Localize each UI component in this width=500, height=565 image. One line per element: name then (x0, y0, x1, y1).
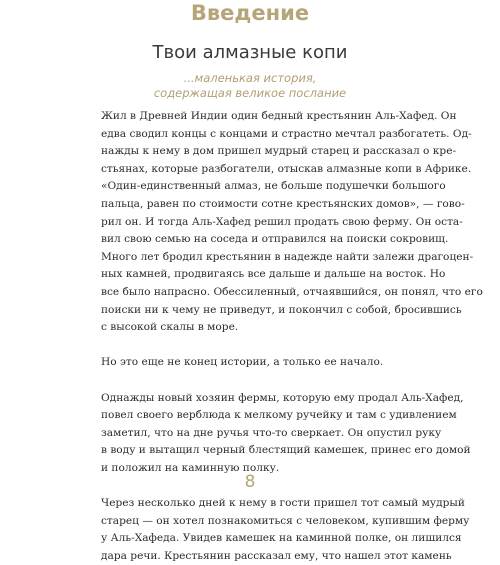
text-line: вил свою семью на соседа и отправился на поиски сокровищ. (101, 233, 449, 246)
text-line: Через несколько дней к нему в гости пришел тот самый мудрый (101, 497, 465, 510)
text-line: едва сводил концы с концами и страстно мечтал разбогатеть. Од- (101, 127, 472, 140)
text-line: повел своего верблюда к мелкому ручейку и там с удивлением (101, 409, 457, 422)
section-title: Твои алмазные копи (152, 42, 348, 63)
paragraph (101, 108, 483, 337)
text-line: в воду и вытащил черный блестящий камешек, принес его домой (101, 444, 471, 457)
page-number: 8 (244, 472, 256, 492)
text-line: Жил в Древней Индии один бедный крестьянин Аль-Хафед. Он (101, 110, 457, 122)
text-line: рил он. И тогда Аль-Хафед решил продать свою ферму. Он оста- (101, 215, 463, 228)
section-subtitle (0, 71, 500, 101)
paragraph (101, 354, 410, 372)
text-line: заметил, что на дне ручья что-то сверкает. Он опустил руку (101, 426, 442, 439)
text-line: Но это еще не конец истории, а только ее начало. (101, 356, 384, 369)
text-line: Однажды новый хозяин фермы, которую ему продал Аль-Хафед, (101, 391, 464, 404)
subtitle-line-2: содержащая великое послание (153, 86, 347, 100)
paragraph-gap (101, 337, 410, 355)
paragraph-gap (101, 372, 410, 390)
text-line: пальца, равен по стоимости сотне крестьянских домов», — гово- (101, 197, 465, 210)
text-line: все было напрасно. Обессиленный, отчаявшийся, он понял, что его (101, 285, 483, 298)
paragraph (101, 495, 470, 565)
text-line: с высокой скалы в море. (101, 321, 239, 334)
text-line: дара речи. Крестьянин рассказал ему, что нашел этот камень (101, 549, 452, 562)
text-line: у Аль-Хафеда. Увидев камешек на каминной полке, он лишился (101, 532, 462, 545)
text-line: стьянах, которые разбогатели, отыскав алмазные копи в Африке. (101, 162, 472, 175)
subtitle-line-1: ...маленькая история, (183, 71, 317, 85)
text-line: поиски ни к чему не приведут, и покончил с собой, бросившись (101, 303, 462, 316)
text-line: Много лет бродил крестьянин в надежде найти залежи драгоцен- (101, 250, 474, 263)
text-line: «Один-единственный алмаз, не больше подушечки большого (101, 180, 446, 193)
body-text (101, 108, 483, 565)
text-line: нажды к нему в дом пришел мудрый старец и рассказал о кре- (101, 145, 457, 158)
text-line: старец — он хотел познакомиться с человеком, купившим ферму (101, 514, 470, 527)
text-line: ных камней, продвигаясь все дальше и дальше на восток. Но (101, 268, 446, 281)
text-line: и положил на каминную полку. (101, 461, 280, 474)
paragraph (101, 390, 471, 478)
chapter-title: Введение (190, 1, 310, 25)
